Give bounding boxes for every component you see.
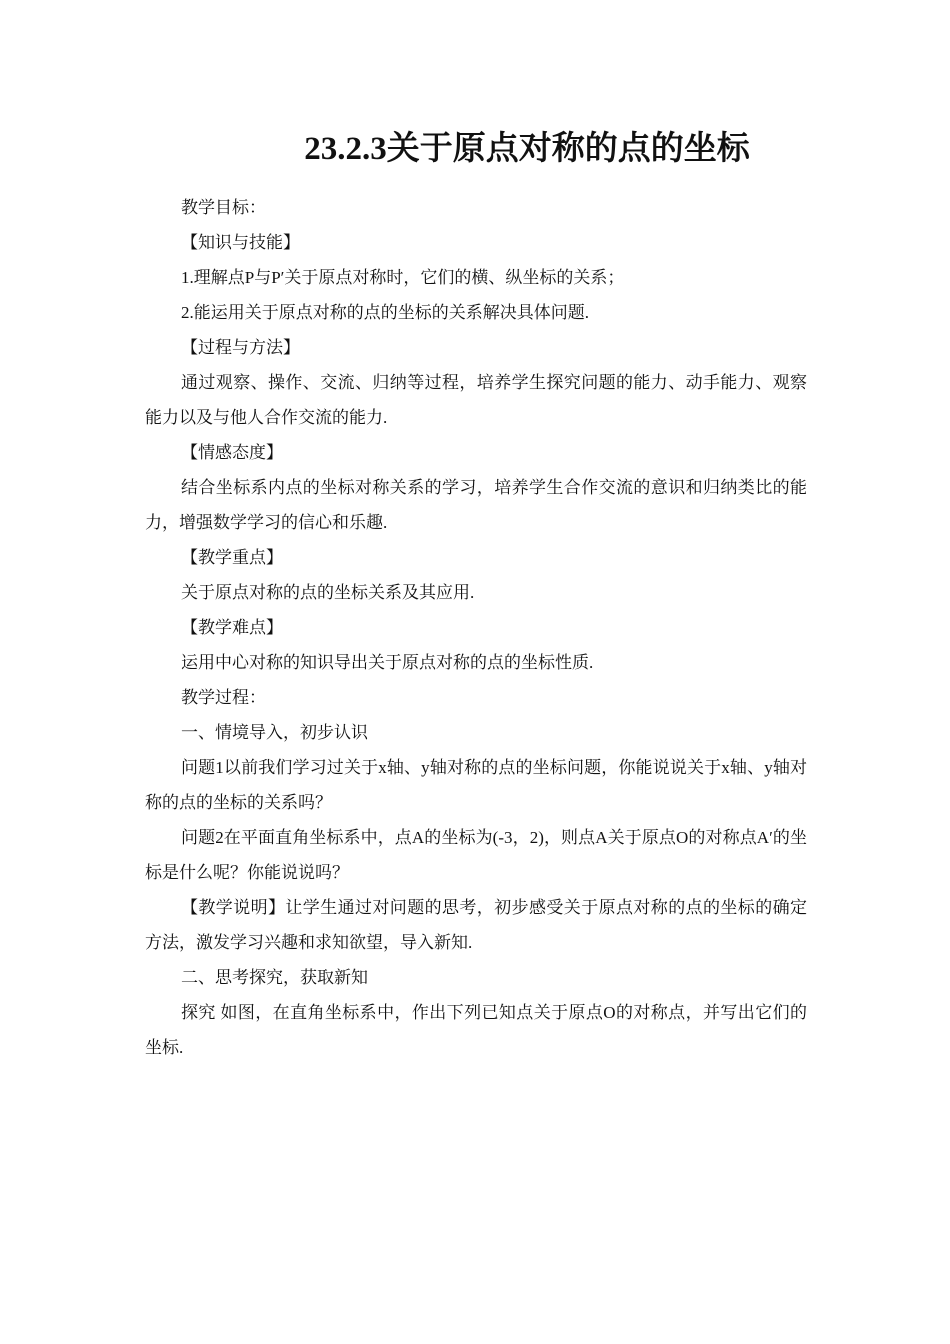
paragraph-emotion-attitude: 结合坐标系内点的坐标对称关系的学习，培养学生合作交流的意识和归纳类比的能力，增强数学学习的信心和乐趣. (145, 478, 807, 532)
paragraph-objective-2: 2.能运用关于原点对称的点的坐标的关系解决具体问题. (181, 303, 589, 322)
heading-knowledge-skills: 【知识与技能】 (181, 233, 300, 252)
section-heading-2: 二、思考探究，获取新知 (181, 968, 368, 987)
heading-process-method: 【过程与方法】 (181, 338, 300, 357)
paragraph-teaching-note: 【教学说明】让学生通过对问题的思考，初步感受关于原点对称的点的坐标的确定方法，激发学习兴趣和求知欲望，导入新知. (145, 898, 807, 952)
paragraph-teaching-objectives: 教学目标： (181, 198, 266, 217)
paragraph-exploration: 探究 如图，在直角坐标系中，作出下列已知点关于原点O的对称点，并写出它们的坐标. (145, 1003, 807, 1057)
heading-key-point: 【教学重点】 (181, 548, 283, 567)
paragraph-key-point: 关于原点对称的点的坐标关系及其应用. (181, 583, 475, 602)
title-text: 23.2.3关于原点对称的点的坐标 (304, 131, 750, 167)
paragraph-question-2: 问题2在平面直角坐标系中，点A的坐标为(-3，2)，则点A关于原点O的对称点A′的坐标是什么呢？你能说说吗？ (145, 828, 807, 882)
heading-emotion-attitude: 【情感态度】 (181, 443, 283, 462)
heading-difficult-point: 【教学难点】 (181, 618, 283, 637)
paragraph-process-method: 通过观察、操作、交流、归纳等过程，培养学生探究问题的能力、动手能力、观察能力以及与他人合作交流的能力. (145, 373, 807, 427)
document-body (145, 190, 807, 1065)
paragraph-difficult-point: 运用中心对称的知识导出关于原点对称的点的坐标性质. (181, 653, 594, 672)
paragraph-teaching-process: 教学过程： (181, 688, 266, 707)
paragraph-question-1: 问题1以前我们学习过关于x轴、y轴对称的点的坐标问题，你能说说关于x轴、y轴对称的点的坐标的关系吗？ (145, 758, 807, 812)
paragraph-objective-1: 1.理解点P与P′关于原点对称时，它们的横、纵坐标的关系； (181, 268, 625, 287)
section-heading-1: 一、情境导入，初步认识 (181, 723, 368, 742)
document-title (145, 125, 805, 173)
